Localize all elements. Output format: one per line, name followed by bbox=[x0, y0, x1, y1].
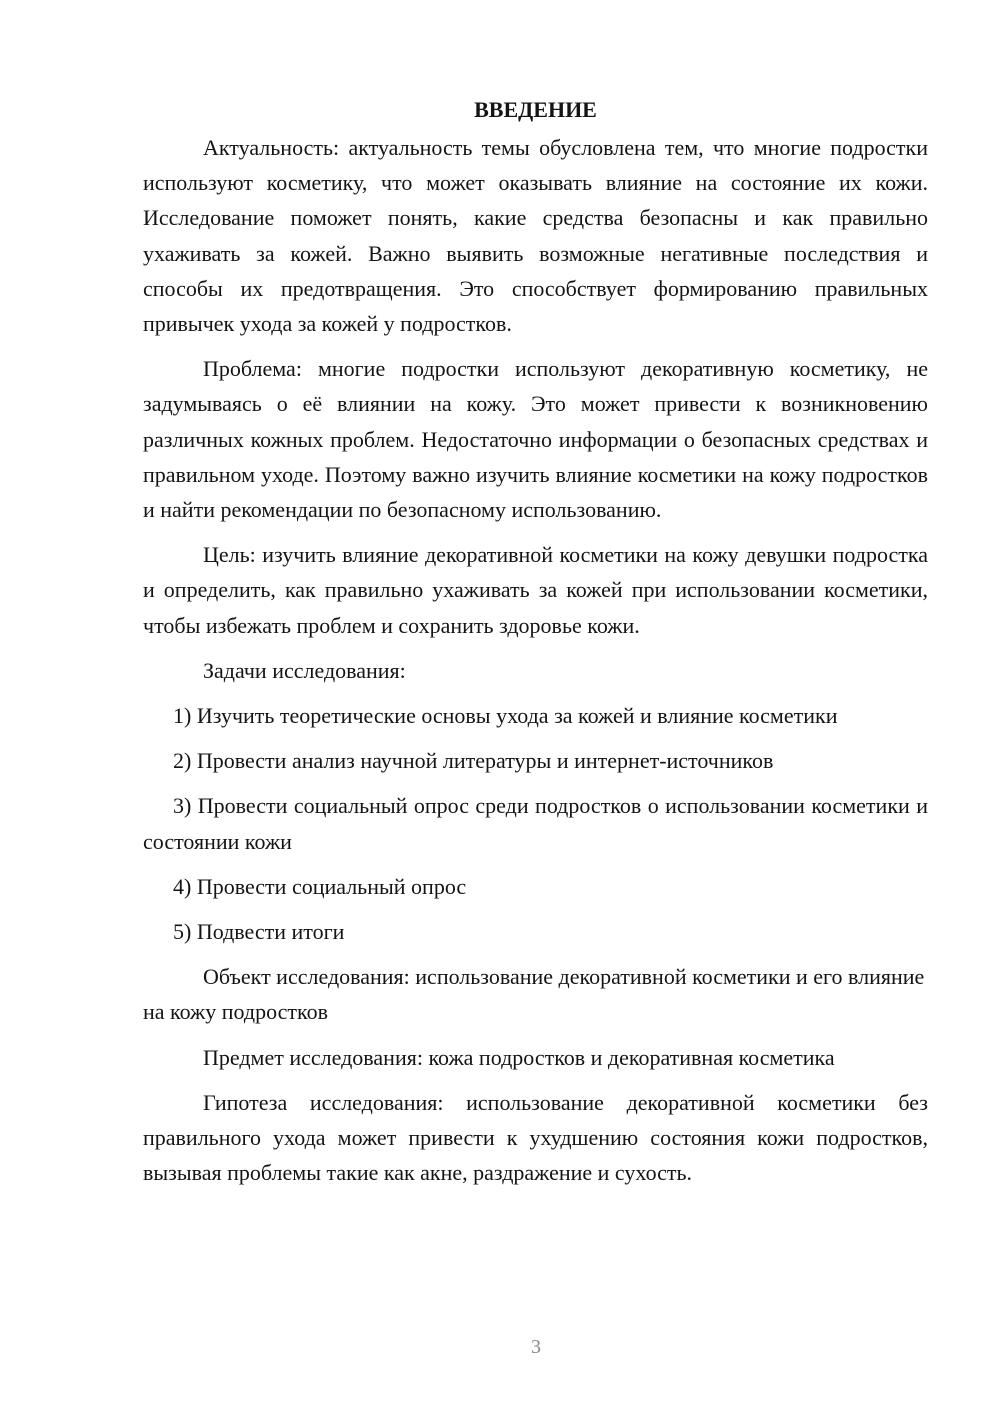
paragraph-subject: Предмет исследования: кожа подростков и декоративная косметика bbox=[203, 1044, 835, 1070]
task-item-5: 5) Подвести итоги bbox=[173, 919, 345, 945]
paragraph-hypothesis: Гипотеза исследования: использование декоративной косметики без правильного ухода может привести к ухудшению состояния кожи подростков, вызывая проблемы такие как акне, раздражение и сухость. bbox=[143, 1089, 928, 1186]
task-item-1: 1) Изучить теоретические основы ухода за кожей и влияние косметики bbox=[173, 703, 838, 729]
paragraph-relevance: Актуальность: актуальность темы обусловлена тем, что многие подростки используют косметику, что может оказывать влияние на состояние их кожи. Исследование поможет понять, какие средства безопасны и как правильно ухаживать за кожей. Важно выявить возможные негативные последствия и способы их предотвращения. Это способствует формированию правильных привычек ухода за кожей у подростков. bbox=[143, 135, 928, 337]
section-title: ВВЕДЕНИЕ bbox=[474, 97, 597, 122]
paragraph-object: Объект исследования: использование декоративной косметики и его влияние на кожу подростков bbox=[143, 964, 925, 1025]
task-item-2: 2) Провести анализ научной литературы и интернет-источников bbox=[173, 748, 774, 774]
paragraph-goal: Цель: изучить влияние декоративной косметики на кожу девушки подростка и определить, как правильно ухаживать за кожей при использовании косметики, чтобы избежать проблем и сохранить здоровье кожи. bbox=[143, 542, 928, 638]
paragraph-tasks-heading: Задачи исследования: bbox=[203, 657, 406, 683]
page-number: 3 bbox=[531, 1336, 541, 1358]
task-item-3: 3) Провести социальный опрос среди подростков о использовании косметики и состоянии кожи bbox=[143, 793, 928, 854]
paragraph-problem: Проблема: многие подростки используют декоративную косметику, не задумываясь о её влиянии на кожу. Это может привести к возникновению различных кожных проблем. Недостаточно информации о безопасных средствах и правильном уходе. Поэтому важно изучить влияние косметики на кожу подростков и найти рекомендации по безопасному использованию. bbox=[143, 356, 928, 523]
task-item-4: 4) Провести социальный опрос bbox=[173, 873, 467, 899]
document-body bbox=[143, 90, 928, 1200]
